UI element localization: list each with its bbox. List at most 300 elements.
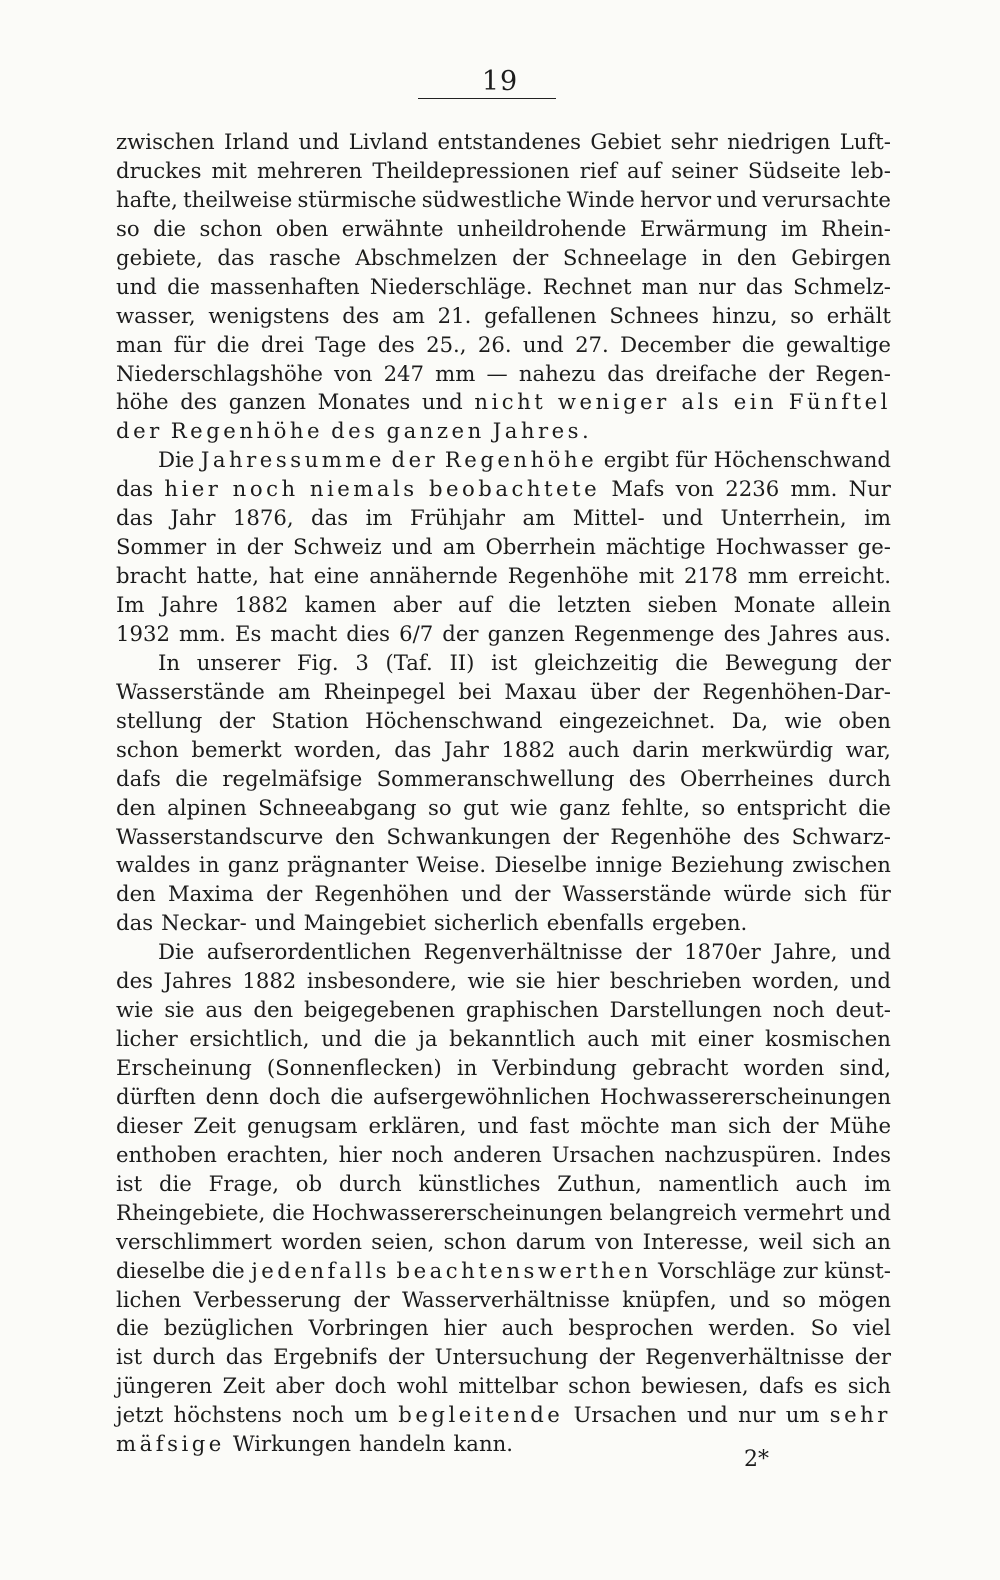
word: Es	[235, 620, 262, 646]
word: Jahres	[163, 968, 232, 994]
word: für	[173, 331, 206, 357]
word: so	[790, 302, 814, 328]
word: 25.,	[426, 331, 467, 357]
word: ist	[491, 649, 518, 675]
word: einer	[697, 1026, 754, 1052]
word: die	[175, 765, 209, 791]
word: Regenhöhe	[444, 447, 598, 473]
word: die	[508, 592, 542, 617]
word: Gebiet	[590, 129, 662, 154]
word: schon	[443, 1228, 507, 1254]
text-line	[116, 1430, 891, 1459]
word: am	[522, 505, 556, 531]
word: Regenhöhen	[314, 881, 449, 907]
word: doch	[268, 1083, 321, 1109]
word: das	[745, 273, 783, 299]
word: Regenmenge	[573, 620, 715, 646]
word: Südseite	[747, 157, 841, 183]
word: man	[641, 273, 689, 299]
word: Abschmelzen	[355, 244, 498, 270]
word: belangreich	[609, 1199, 738, 1225]
word: das	[311, 505, 349, 531]
word: Darstellungen	[609, 997, 762, 1023]
text-line	[116, 562, 891, 591]
word: unserer	[196, 649, 281, 675]
word: das	[116, 910, 154, 936]
text-line	[116, 157, 891, 186]
text-line	[116, 475, 891, 504]
word: bemerkt	[191, 736, 282, 762]
word: Oberrheines	[680, 765, 814, 791]
word: von	[675, 476, 715, 502]
word: Wirkungen	[232, 1431, 352, 1457]
word: 1882	[234, 592, 289, 617]
word: zwischen	[792, 852, 891, 878]
word: Rechnet	[542, 273, 632, 299]
word: bracht	[116, 563, 187, 589]
word: Höchenschwand	[365, 707, 543, 733]
word: Hochwasser	[715, 534, 848, 560]
word: dafs	[116, 765, 161, 791]
word: Weise.	[416, 852, 487, 878]
text-line	[116, 446, 891, 475]
word: ist	[116, 1170, 143, 1196]
text-line	[116, 533, 891, 562]
word: anderen	[453, 1141, 542, 1167]
word: Beziehung	[670, 852, 784, 878]
word: annähernde	[369, 563, 498, 589]
word: und	[716, 186, 758, 212]
word: des	[723, 620, 761, 646]
text-line	[116, 388, 891, 417]
word: Indes	[832, 1141, 891, 1167]
word: der	[218, 707, 255, 733]
word: höchstens	[173, 1402, 282, 1428]
word: noch	[772, 997, 825, 1023]
word: wie	[116, 997, 154, 1023]
word: niemals	[309, 476, 418, 502]
word: Mittel-	[572, 505, 645, 531]
word: 27.	[575, 331, 609, 357]
word: kamen	[304, 592, 377, 617]
word: oben	[838, 707, 891, 733]
word: die	[675, 649, 709, 675]
text-line	[116, 1286, 891, 1315]
word: zwischen	[116, 129, 215, 154]
word: Sommeranschwellung	[376, 765, 615, 791]
word: das	[607, 360, 645, 386]
word: sich	[803, 881, 848, 907]
text-line	[116, 302, 891, 331]
word: kann.	[453, 1431, 513, 1457]
word: der	[265, 881, 303, 907]
word: Rheingebiete,	[116, 1199, 266, 1225]
word: noch	[391, 1141, 444, 1167]
text-line	[116, 273, 891, 302]
word: des	[180, 389, 218, 415]
text-line	[116, 851, 891, 880]
word: erachten,	[226, 1141, 329, 1167]
word: Ergebnifs	[273, 1344, 378, 1370]
word: erhält	[826, 302, 891, 328]
word: der	[388, 1344, 425, 1370]
word: in	[456, 1055, 478, 1080]
word: Verbesserung	[193, 1286, 342, 1312]
word: darum	[515, 1228, 586, 1254]
word: aus	[205, 997, 243, 1023]
word: enthoben	[116, 1141, 217, 1167]
word: sehr	[829, 1402, 891, 1428]
word: Verbindung	[492, 1055, 617, 1080]
word: —	[486, 360, 508, 386]
word: insbesondere,	[306, 968, 457, 994]
word: Schmelz-	[793, 273, 891, 299]
word: die	[373, 1026, 407, 1052]
word: das	[225, 1344, 263, 1370]
word: und	[321, 1026, 363, 1052]
text-line	[116, 591, 891, 620]
word: Livland	[348, 129, 429, 154]
word: sich	[847, 1373, 891, 1399]
word: um	[354, 1402, 389, 1428]
word: möchte	[580, 1112, 660, 1138]
word: mm	[747, 563, 789, 589]
word: Regenverhältnisse	[423, 939, 623, 965]
word: darin	[632, 736, 690, 762]
word: mögen	[818, 1286, 891, 1312]
word: nahezu	[518, 360, 597, 386]
word: mm	[435, 360, 476, 386]
word: des	[331, 418, 379, 444]
word: Maxima	[167, 881, 254, 907]
word: kosmischen	[765, 1026, 891, 1052]
word: gut	[463, 794, 499, 820]
word: auch	[501, 1315, 554, 1341]
word: und	[461, 881, 502, 907]
word: bewiesen,	[641, 1373, 749, 1399]
word: macht	[270, 620, 338, 646]
word: im	[864, 505, 891, 531]
word: Bewegung	[724, 649, 838, 675]
word: Jahres.	[492, 418, 593, 444]
word: Frühjahr	[409, 505, 506, 531]
word: ergibt	[603, 447, 669, 473]
word: 21.	[437, 302, 472, 328]
word: Jahre,	[773, 939, 838, 965]
text-line	[116, 620, 891, 649]
word: allein	[831, 592, 891, 617]
word: Schnees	[609, 302, 700, 328]
word: der	[391, 447, 439, 473]
word: noch	[292, 1402, 345, 1428]
word: erklären,	[368, 1112, 467, 1138]
word: Sommer	[116, 534, 207, 560]
text-line	[116, 360, 891, 389]
word: auch	[587, 1026, 640, 1052]
text-line	[116, 765, 891, 794]
word: letzten	[557, 592, 632, 617]
word: ge-	[857, 534, 891, 560]
text-line	[116, 880, 891, 909]
word: beschrieben	[609, 968, 742, 994]
word: verursachte	[762, 186, 891, 212]
text-line	[116, 331, 891, 360]
word: Dieselbe	[494, 852, 588, 878]
word: für	[859, 881, 891, 907]
word: Schneelage	[562, 244, 688, 270]
word: Schwankungen	[386, 823, 551, 849]
text-line	[116, 1112, 891, 1141]
text-line	[116, 1170, 891, 1199]
text-line	[116, 244, 891, 273]
word: die	[153, 215, 187, 241]
word: beachtenswerthen	[396, 1257, 652, 1283]
text-line	[116, 707, 891, 736]
word: ersichtlich,	[189, 1026, 310, 1052]
word: 2178	[683, 563, 738, 589]
word: hier	[443, 1315, 487, 1341]
word: Jahr	[170, 505, 216, 531]
word: der	[116, 418, 163, 444]
text-line	[116, 678, 891, 707]
word: Regenhöhe	[610, 823, 732, 849]
word: Fünftel	[788, 389, 891, 415]
word: namentlich	[658, 1170, 779, 1196]
body-text	[116, 128, 891, 1459]
word: Jahr	[443, 736, 489, 762]
word: ganz	[227, 852, 279, 878]
word: unheildrohende	[457, 215, 627, 241]
word: denn	[205, 1083, 260, 1109]
word: fast	[529, 1112, 570, 1138]
text-line	[116, 1314, 891, 1343]
word: man	[116, 331, 163, 357]
word: den	[116, 794, 156, 820]
word: Mühe	[829, 1112, 891, 1138]
word: 1870er	[684, 939, 761, 965]
word: nur	[698, 273, 736, 299]
word: Theildepressionen	[372, 157, 570, 183]
word: würde	[723, 881, 792, 907]
word: werden.	[708, 1315, 796, 1341]
word: 2236	[725, 476, 780, 502]
word: Hochwassererscheinungen	[311, 1199, 603, 1225]
word: dies	[346, 620, 391, 646]
word: handeln	[359, 1431, 446, 1457]
word: Regenhöhen-Dar-	[702, 678, 891, 704]
word: zur	[782, 1257, 818, 1283]
word: sie	[515, 968, 546, 994]
word: die	[158, 1170, 192, 1196]
word: ob	[295, 1170, 323, 1196]
word: begleitende	[398, 1402, 564, 1428]
word: der	[653, 678, 690, 704]
word: In	[158, 649, 181, 675]
word: der	[442, 620, 479, 646]
word: man	[670, 1112, 718, 1138]
word: Hochwassererscheinungen	[599, 1083, 891, 1109]
text-line	[116, 967, 891, 996]
text-line	[116, 215, 891, 244]
word: December	[620, 331, 731, 357]
word: sie	[164, 997, 195, 1023]
word: wohl	[396, 1373, 449, 1399]
word: des	[116, 968, 153, 994]
word: das	[394, 736, 432, 762]
word: und	[850, 939, 891, 965]
word: die	[167, 273, 200, 299]
word: Tage	[315, 331, 367, 357]
text-line	[116, 1257, 891, 1286]
text-line	[116, 1401, 891, 1430]
word: am	[442, 534, 476, 560]
word: bekanntlich	[449, 1026, 576, 1052]
text-line	[116, 128, 891, 157]
word: und	[662, 505, 704, 531]
word: Monate	[733, 592, 816, 617]
word: Niederschläge.	[369, 273, 533, 299]
word: des	[342, 302, 380, 328]
signature-mark: 2*	[744, 1447, 769, 1472]
word: niedrigen	[727, 129, 831, 154]
word: Gebirgen	[791, 244, 891, 270]
word: über	[590, 678, 640, 704]
word: gebracht	[631, 1055, 729, 1080]
word: der	[562, 823, 599, 849]
word: graphischen	[465, 997, 599, 1023]
word: Station	[271, 707, 349, 733]
word: des	[742, 823, 780, 849]
word: 1932	[116, 620, 170, 646]
word: gefallenen	[484, 302, 597, 328]
word: Wasserverhältnisse	[402, 1286, 610, 1312]
word: Mafs	[611, 476, 665, 502]
word: künstliches	[418, 1170, 541, 1196]
word: künst-	[824, 1257, 891, 1283]
word: Höchenschwand	[713, 447, 891, 473]
word: Da,	[731, 707, 769, 733]
word: und	[522, 331, 564, 357]
text-line	[116, 1372, 891, 1401]
word: Wasserstandscurve	[116, 823, 324, 849]
word: bei	[458, 678, 492, 704]
word: der	[854, 1344, 891, 1370]
word: hat	[268, 563, 304, 589]
word: sehr	[670, 129, 718, 154]
header-rule	[418, 98, 556, 99]
text-line	[116, 504, 891, 533]
word: schon	[116, 736, 179, 762]
word: verschlimmert	[116, 1228, 272, 1254]
word: ganzen	[487, 620, 565, 646]
text-line	[116, 1343, 891, 1372]
word: von	[334, 360, 373, 386]
word: beobachtete	[428, 476, 601, 502]
word: Jahre	[160, 592, 219, 617]
word: Luft-	[839, 129, 891, 154]
word: Schneeabgang	[258, 794, 417, 820]
word: Frage,	[208, 1170, 279, 1196]
text-line	[116, 417, 891, 446]
word: ganz	[559, 794, 611, 820]
word: Regenhöhe	[507, 563, 629, 589]
text-line	[116, 909, 891, 938]
word: (Taf.	[385, 649, 433, 675]
word: sicherlich	[433, 910, 539, 936]
word: hinzu,	[711, 302, 778, 328]
word: leb-	[850, 157, 891, 183]
word: dieselbe	[116, 1257, 206, 1283]
word: von	[595, 1228, 634, 1254]
word: sieben	[647, 592, 718, 617]
text-line	[116, 186, 891, 215]
word: Interesse,	[642, 1228, 750, 1254]
word: massenhaften	[210, 273, 360, 299]
word: mm.	[790, 476, 838, 502]
word: eine	[313, 563, 360, 589]
word: Ursachen	[573, 1402, 677, 1428]
word: oben	[275, 215, 329, 241]
word: ist	[116, 1344, 143, 1370]
word: wie	[510, 794, 548, 820]
word: auf	[457, 592, 492, 617]
word: und	[421, 389, 463, 415]
word: Zeit	[222, 1373, 266, 1399]
word: das	[116, 476, 154, 502]
word: und	[477, 1112, 519, 1138]
word: fehlte,	[621, 794, 691, 820]
word: eingezeichnet.	[558, 707, 716, 733]
word: die	[272, 1199, 305, 1225]
word: weil	[758, 1228, 803, 1254]
word: hier	[164, 476, 222, 502]
word: des	[628, 765, 666, 791]
word: so	[782, 1286, 806, 1312]
word: ergeben.	[651, 910, 748, 936]
word: weniger	[557, 389, 670, 415]
word: der	[514, 881, 551, 907]
word: 247	[383, 360, 425, 386]
word: mit	[638, 563, 674, 589]
word: Jahres	[769, 620, 838, 646]
word: und	[729, 1286, 770, 1312]
word: besprochen	[568, 1315, 694, 1341]
word: rasche	[269, 244, 341, 270]
word: der	[635, 939, 672, 965]
word: Im	[116, 592, 145, 617]
word: worden	[743, 1055, 825, 1080]
word: das	[217, 244, 255, 270]
word: erwähnte	[341, 215, 444, 241]
text-line	[116, 1199, 891, 1228]
word: auf	[627, 157, 662, 183]
word: Niederschlagshöhe	[116, 360, 323, 386]
word: mm.	[179, 620, 226, 646]
word: gleichzeitig	[534, 649, 659, 675]
word: die	[858, 794, 891, 820]
word: in	[216, 534, 237, 560]
word: des	[377, 331, 415, 357]
word: den	[334, 823, 375, 849]
word: im	[864, 1170, 891, 1196]
word: Monates	[317, 389, 411, 415]
word: höhe	[116, 389, 169, 415]
word: war,	[845, 736, 891, 762]
word: wie	[467, 968, 505, 994]
word: sind,	[839, 1055, 891, 1080]
word: den	[253, 997, 294, 1023]
word: für	[675, 447, 708, 473]
